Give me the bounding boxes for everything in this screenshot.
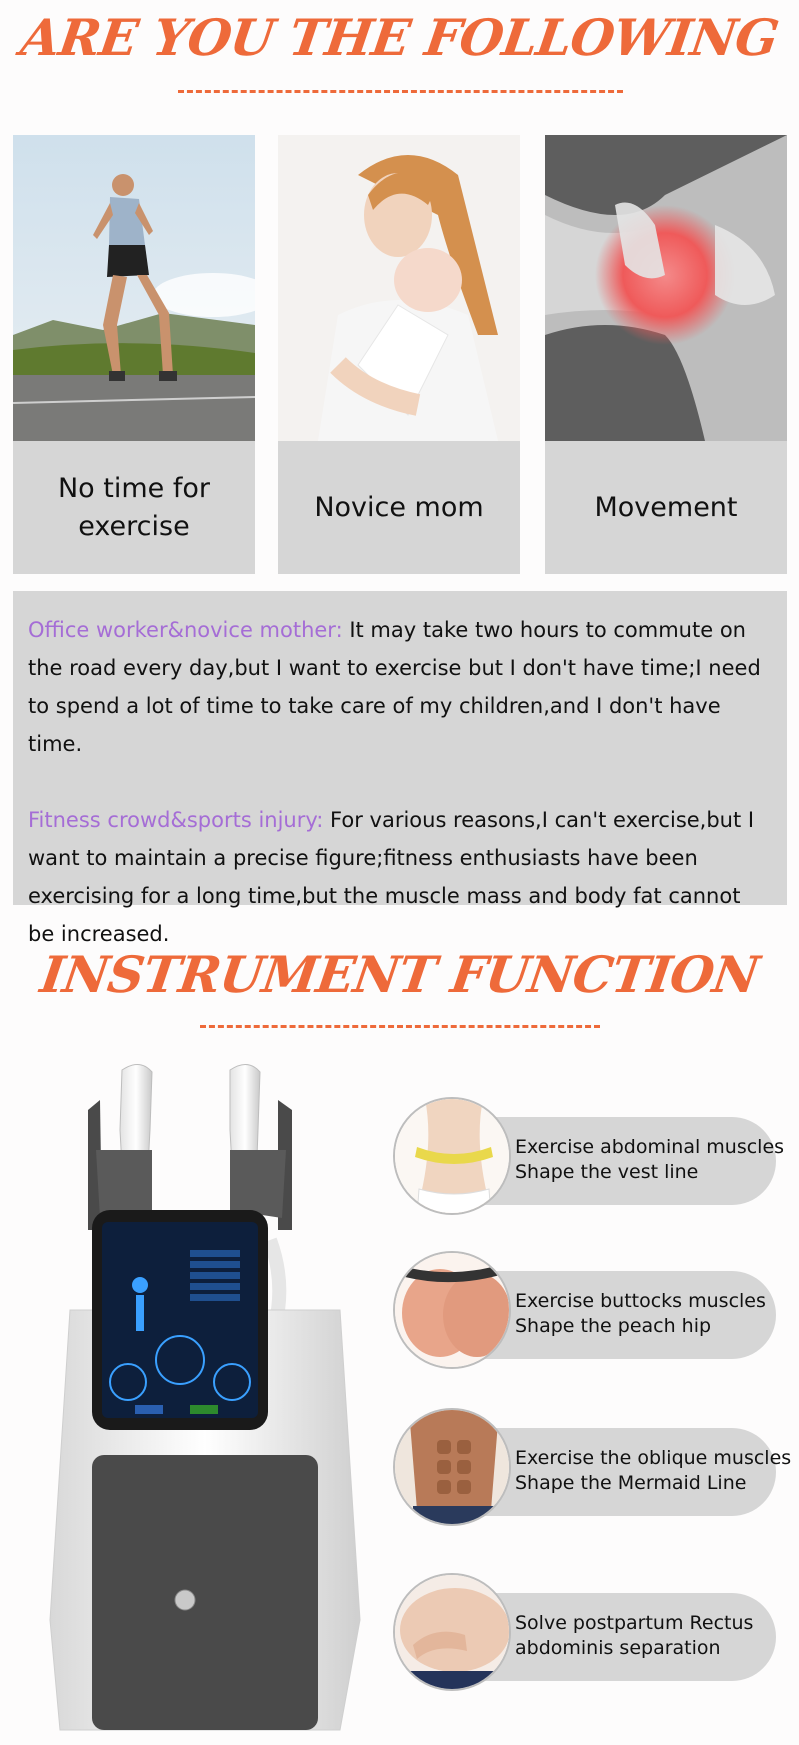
feature-line2: Shape the vest line — [515, 1161, 699, 1183]
persona-caption: Movement — [594, 491, 738, 523]
section-title-following: ARE YOU THE FOLLOWING — [17, 8, 782, 67]
persona-card-movement — [545, 135, 787, 574]
feature-buttocks — [393, 1251, 776, 1369]
device-image — [40, 1060, 370, 1735]
feature-line1: Exercise the oblique muscles — [515, 1447, 792, 1469]
waist-measure-photo — [393, 1097, 511, 1215]
feature-line2: Shape the Mermaid Line — [515, 1472, 747, 1494]
knee-pain-photo — [545, 135, 787, 441]
feature-abdominal — [393, 1097, 785, 1215]
persona-caption: No time for exercise — [57, 472, 210, 542]
feature-line1: Exercise abdominal muscles — [515, 1136, 785, 1158]
runner-photo — [13, 135, 255, 441]
persona-card-novice-mom — [278, 135, 520, 574]
feature-postpartum — [393, 1573, 776, 1691]
feature-line2: abdominis separation — [515, 1637, 721, 1659]
persona-card-no-time — [13, 135, 255, 574]
info-paragraph-fitness: Fitness crowd&sports injury: For various reasons,I can't exercise,but I want to maintain a precise figure;fitness enthusiasts have been exercising for a long time,but the muscle mass and body fat cannot be increased. — [28, 808, 755, 946]
postpartum-belly-photo — [393, 1573, 511, 1691]
feature-line1: Solve postpartum Rectus — [515, 1612, 754, 1634]
title-divider — [178, 90, 623, 93]
feature-line2: Shape the peach hip — [515, 1315, 712, 1337]
info-panel — [13, 591, 787, 946]
feature-oblique — [393, 1408, 792, 1526]
mother-baby-photo — [278, 135, 520, 441]
title-divider — [200, 1025, 600, 1028]
feature-line1: Exercise buttocks muscles — [515, 1290, 766, 1312]
info-highlight: Fitness crowd&sports injury: — [28, 808, 324, 832]
abs-photo — [393, 1408, 511, 1526]
info-paragraph-office: Office worker&novice mother: It may take two hours to commute on the road every day,but I want to exercise but I don't have time;I need to spend a lot of time to take care of my children,and I don't have time. — [28, 618, 761, 756]
persona-caption: Novice mom — [314, 491, 484, 523]
info-highlight: Office worker&novice mother: — [28, 618, 343, 642]
hip-photo — [393, 1251, 511, 1369]
section-title-function: INSTRUMENT FUNCTION — [36, 945, 763, 1004]
